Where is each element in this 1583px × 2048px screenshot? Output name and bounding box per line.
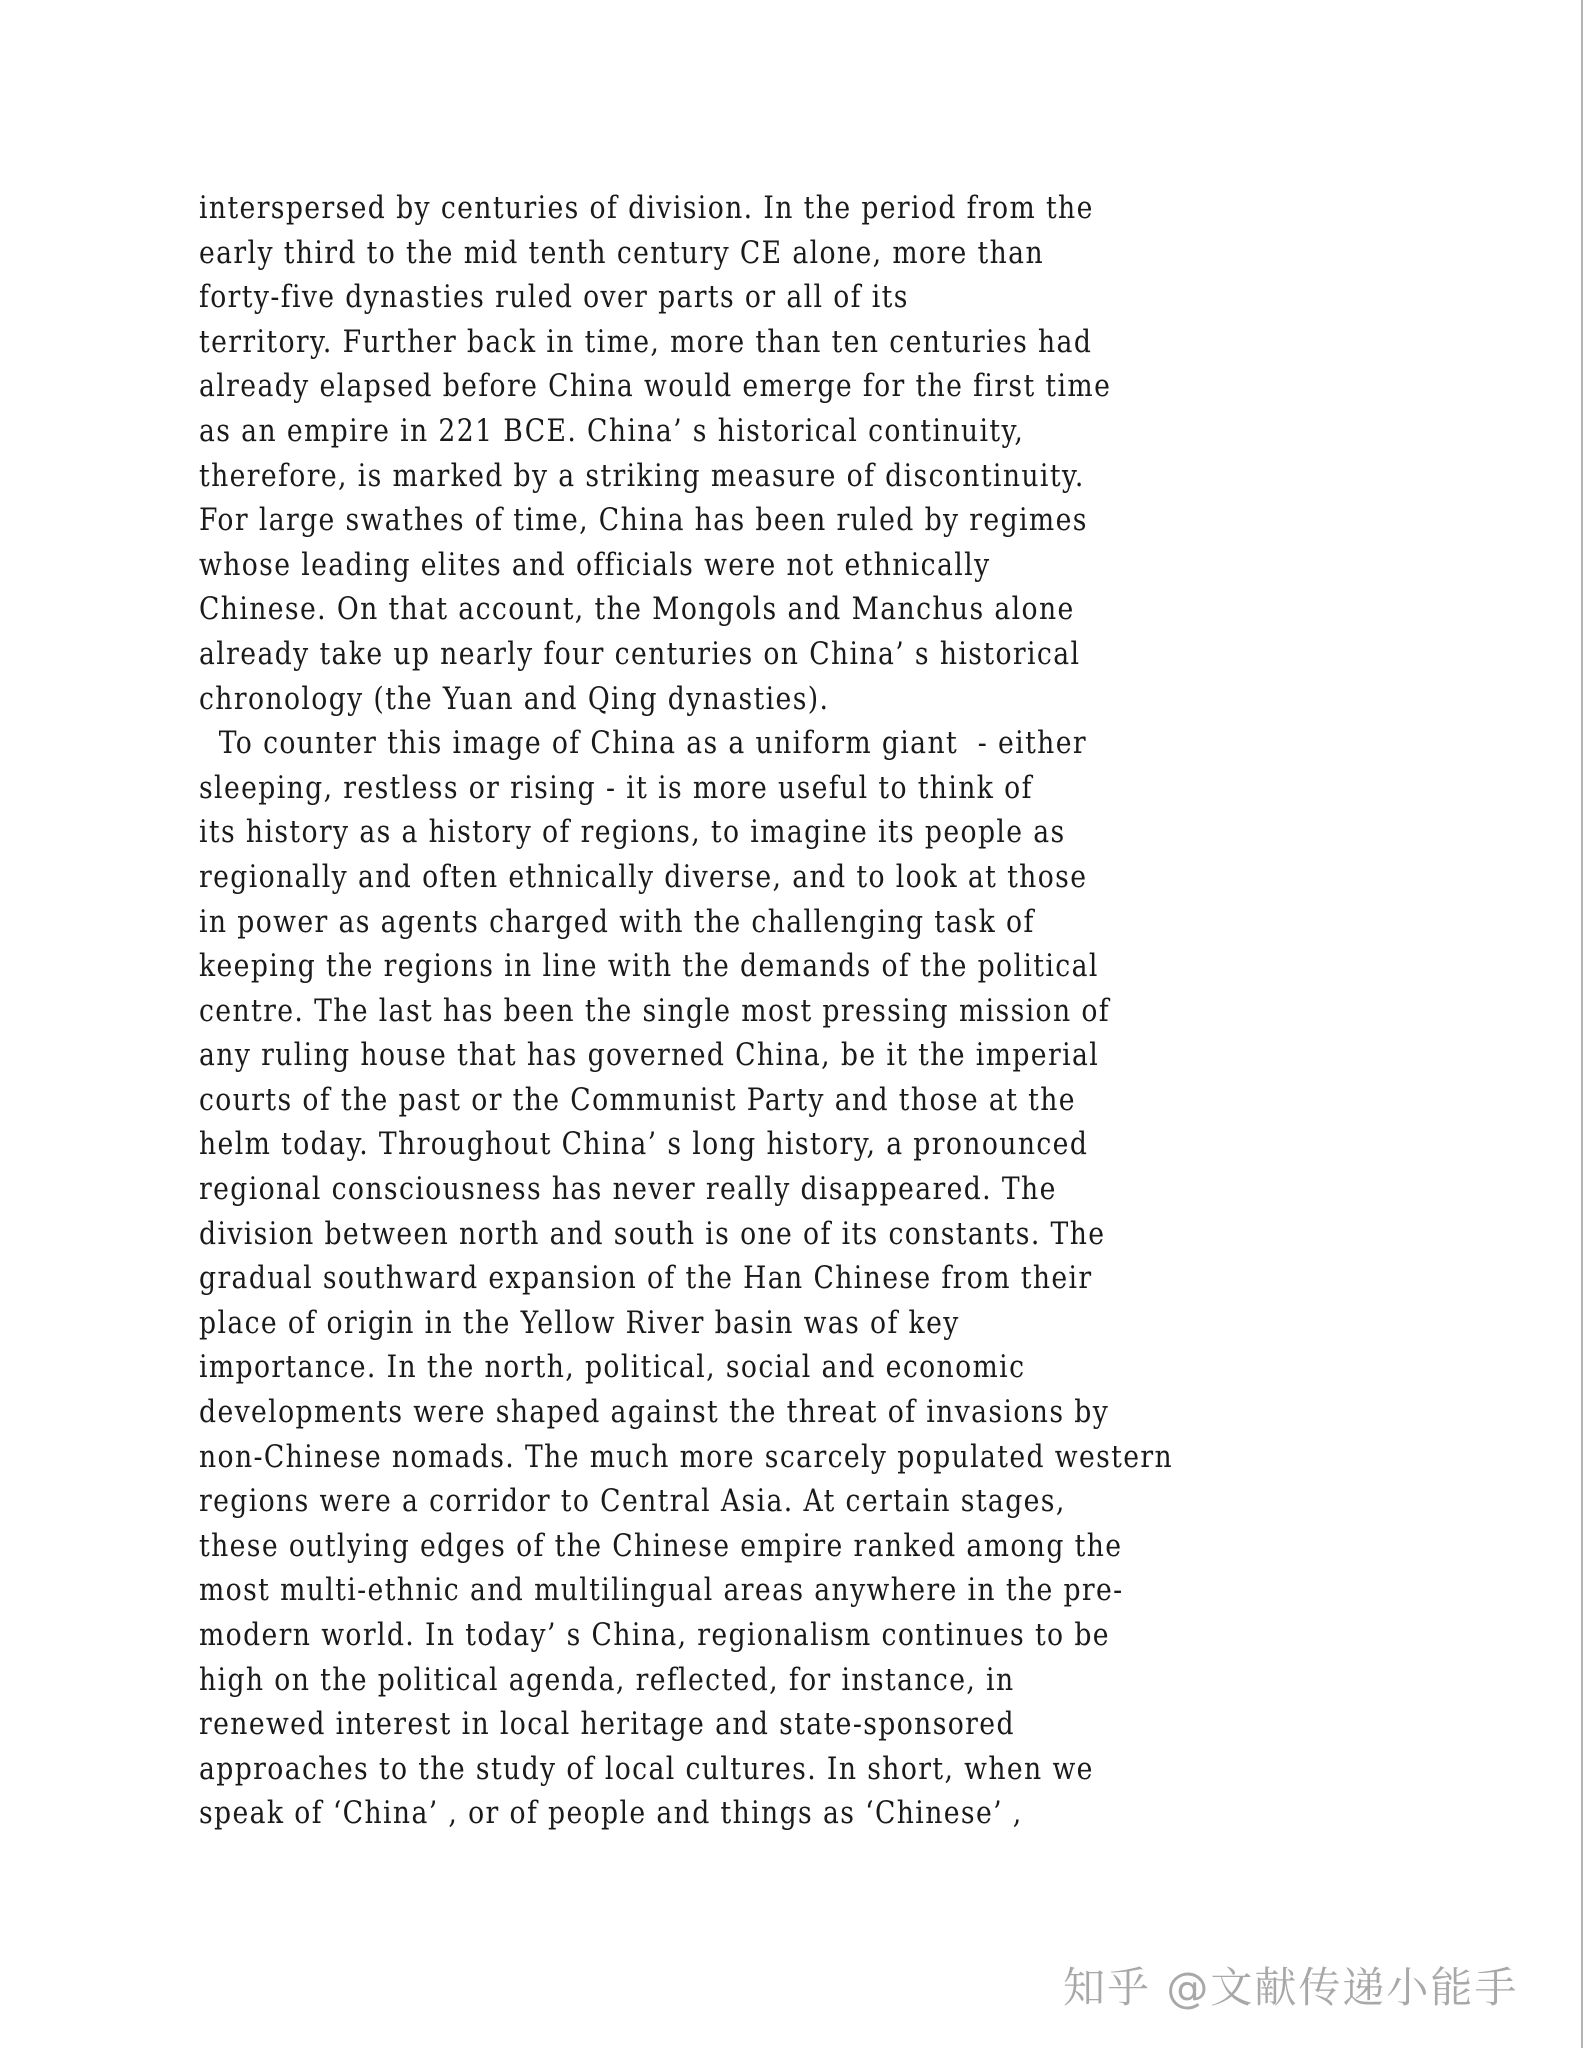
- text-line: approaches to the study of local cultures. In short, when we: [199, 1750, 1094, 1787]
- text-line: early third to the mid tenth century CE alone, more than: [199, 234, 1044, 271]
- text-line: helm today. Throughout China’ s long history, a pronounced: [199, 1126, 1089, 1163]
- text-line: centre. The last has been the single most pressing mission of: [199, 992, 1111, 1029]
- text-line: any ruling house that has governed China, be it the imperial: [199, 1037, 1100, 1074]
- text-line: For large swathes of time, China has been ruled by regimes: [199, 502, 1088, 539]
- text-line: regionally and often ethnically diverse, and to look at those: [199, 858, 1088, 895]
- text-line: Chinese. On that account, the Mongols and Manchus alone: [199, 591, 1075, 628]
- text-line: regional consciousness has never really disappeared. The: [199, 1171, 1057, 1208]
- text-line: already elapsed before China would emerge for the first time: [199, 368, 1112, 405]
- text-line: importance. In the north, political, social and economic: [199, 1349, 1026, 1386]
- text-line: chronology (the Yuan and Qing dynasties).: [199, 680, 830, 717]
- text-line: interspersed by centuries of division. In the period from the: [199, 190, 1094, 226]
- text-line: renewed interest in local heritage and state-sponsored: [199, 1706, 1015, 1743]
- zhihu-watermark: 知乎 @文献传递小能手: [1063, 1963, 1519, 2012]
- text-line: sleeping, restless or rising - it is more useful to think of: [199, 769, 1033, 806]
- text-line: gradual southward expansion of the Han Chinese from their: [199, 1260, 1093, 1297]
- text-line: whose leading elites and officials were not ethnically: [199, 546, 991, 583]
- text-line: in power as agents charged with the challenging task of: [199, 903, 1035, 940]
- text-line: non-Chinese nomads. The much more scarcely populated western: [199, 1438, 1174, 1475]
- text-line: most multi-ethnic and multilingual areas anywhere in the pre-: [199, 1572, 1124, 1609]
- text-line: already take up nearly four centuries on China’ s historical: [199, 635, 1081, 672]
- text-line: its history as a history of regions, to imagine its people as: [199, 814, 1066, 851]
- text-line: regions were a corridor to Central Asia. At certain stages,: [199, 1483, 1066, 1520]
- text-line: division between north and south is one of its constants. The: [199, 1215, 1106, 1252]
- body-text: [199, 186, 1439, 1836]
- text-line: modern world. In today’ s China, regionalism continues to be: [199, 1617, 1110, 1653]
- text-line: forty-five dynasties ruled over parts or all of its: [199, 279, 909, 316]
- text-line: as an empire in 221 BCE. China’ s historical continuity,: [199, 412, 1025, 449]
- text-line: these outlying edges of the Chinese empire ranked among the: [199, 1527, 1123, 1564]
- text-line: place of origin in the Yellow River basin was of key: [199, 1304, 960, 1341]
- text-line: developments were shaped against the threat of invasions by: [199, 1394, 1110, 1431]
- text-line: high on the political agenda, reflected, for instance, in: [199, 1661, 1015, 1698]
- text-line: territory. Further back in time, more than ten centuries had: [199, 323, 1093, 360]
- text-line: speak of ‘China’ , or of people and things as ‘Chinese’ ,: [199, 1795, 1023, 1832]
- text-line: courts of the past or the Communist Party and those at the: [199, 1081, 1076, 1118]
- text-line: To counter this image of China as a uniform giant - either: [199, 725, 1087, 762]
- text-line: therefore, is marked by a striking measure of discontinuity.: [199, 457, 1085, 494]
- text-line: keeping the regions in line with the demands of the political: [199, 948, 1099, 985]
